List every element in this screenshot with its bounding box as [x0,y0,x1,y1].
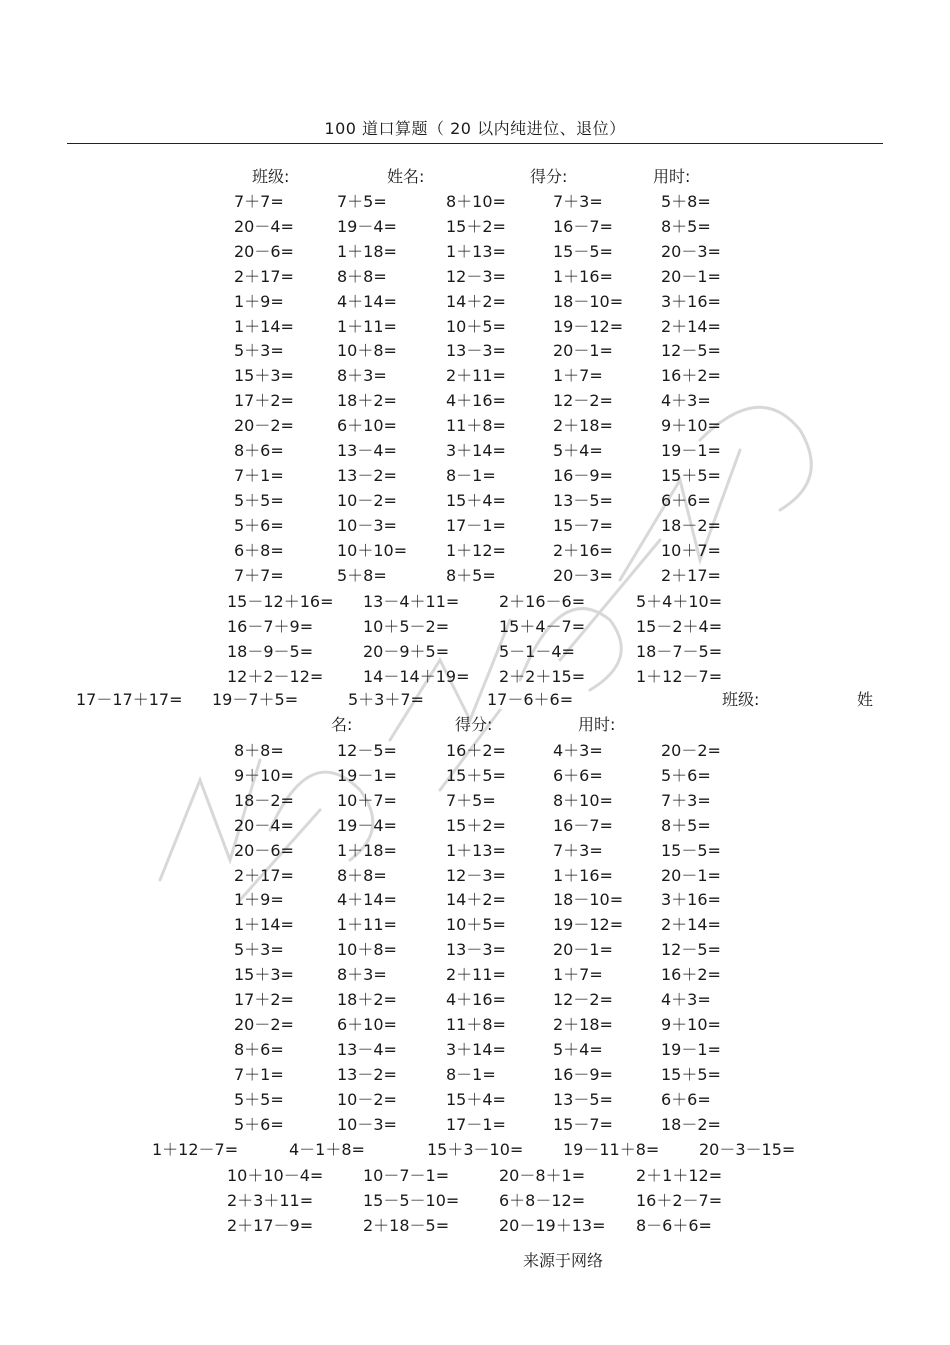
problem: 1＋18= [337,241,397,261]
problem: 4＋3= [553,741,603,760]
problem: 16＋2－7= [636,1190,723,1210]
problem: 6＋10= [337,1014,397,1034]
problem: 20－4= [234,815,294,835]
problem: 19－7＋5= [212,690,299,709]
problem: 17＋2= [234,391,294,411]
problem: 18＋2= [337,990,397,1009]
problem: 20－8＋1= [499,1166,586,1185]
problem: 10＋7= [661,540,721,560]
problem: 10＋10－4= [227,1166,324,1185]
problem: 2＋17= [234,865,294,885]
problem: 4＋16= [446,990,506,1009]
problem: 3＋16= [661,890,721,910]
problem: 4－1＋8= [289,1140,365,1159]
problem: 8－1= [446,1064,496,1084]
problem: 17＋2= [234,990,294,1009]
problem: 2＋17= [661,565,721,585]
problem: 12－3= [446,266,506,286]
problem: 5＋5= [234,490,284,510]
problem: 8＋3= [337,366,387,386]
problem: 9＋10= [661,416,721,436]
problem: 1＋7= [553,965,603,985]
problem: 1＋11= [337,915,397,935]
problem: 8－1= [446,465,496,485]
problem: 10＋8= [337,940,397,960]
problem: 14＋2= [446,890,506,910]
problem: 12－5= [661,940,721,960]
problem: 1＋14= [234,915,294,935]
class-label: 班级: [252,167,290,186]
problem: 10－7－1= [363,1166,450,1185]
problem: 1＋9= [234,890,284,910]
problem: 7＋1= [234,465,284,485]
problem: 13－5= [553,490,613,510]
problem: 8＋8= [337,865,387,885]
problem: 20－3－15= [699,1140,796,1159]
problem: 12－2= [553,990,613,1009]
problem: 2＋16－6= [499,592,586,611]
problem: 13－4＋11= [363,592,460,611]
problem: 4＋3= [661,391,711,411]
problem: 15＋5= [446,765,506,785]
problem: 9＋10= [661,1014,721,1034]
problem: 5＋8= [337,565,387,585]
problem: 20－9＋5= [363,642,450,661]
problem: 19－4= [337,216,397,236]
worksheet-title: 100 道口算题（ 20 以内纯进位、退位） [324,119,626,138]
problem: 12－3= [446,865,506,885]
name-label-start: 姓 [857,690,874,709]
problem: 15－7= [553,1114,613,1134]
problem: 6＋6= [553,765,603,785]
problem: 10－2= [337,1089,397,1109]
problem: 15＋4= [446,490,506,510]
problem: 18－2= [661,515,721,535]
problem: 7＋3= [661,790,711,810]
problem: 16－9= [553,1064,613,1084]
problem: 2＋18－5= [363,1215,450,1235]
problem: 20－2= [234,416,294,436]
problem: 8＋5= [661,216,711,236]
problem: 8＋8= [337,266,387,286]
problem: 15＋3= [234,965,294,985]
problem: 5＋5= [234,1089,284,1109]
problem: 5＋4＋10= [636,592,723,611]
problem: 8＋3= [337,965,387,985]
problem: 2＋11= [446,965,506,985]
problem: 16－7＋9= [227,617,314,636]
problem: 15＋3= [234,366,294,386]
source-footer: 来源于网络 [523,1251,604,1270]
problem: 2＋1＋12= [636,1166,723,1185]
problem: 1＋16= [553,266,613,286]
problem: 12－5= [661,341,721,361]
problem: 13－2= [337,465,397,485]
problem: 1＋14= [234,316,294,336]
problem: 18－7－5= [636,642,723,661]
problem: 2＋18= [553,1014,613,1034]
problem: 1＋9= [234,291,284,311]
problem: 17－1= [446,515,506,535]
problem: 8＋5= [446,565,496,585]
problem: 15＋2= [446,216,506,236]
problem: 13－5= [553,1089,613,1109]
problem: 20－4= [234,216,294,236]
problem: 5＋4= [553,1039,603,1059]
problem: 2＋18= [553,416,613,436]
problem: 18－9－5= [227,642,314,661]
problem: 10＋7= [337,790,397,810]
problem: 20－6= [234,241,294,261]
problem: 16－7= [553,216,613,236]
problem: 19－12= [553,915,624,935]
problem: 20－1= [661,865,721,885]
problem: 15－5= [661,840,721,860]
name-label-end: 名: [331,715,353,734]
problem: 18－10= [553,291,624,311]
problem: 1＋16= [553,865,613,885]
class-label: 班级: [722,690,760,709]
problem: 13－4= [337,1039,397,1059]
problem: 1＋12－7= [152,1140,239,1159]
problem: 6＋8= [234,540,284,560]
problem: 1＋7= [553,366,603,386]
problem: 19－1= [661,1039,721,1059]
problem: 15－12＋16= [227,592,334,611]
problem: 6＋8－12= [499,1190,586,1210]
problem: 20－19＋13= [499,1215,606,1235]
problem: 2＋16= [553,540,613,560]
problem: 15＋4－7= [499,617,586,636]
problem: 20－1= [661,266,721,286]
problem: 1＋12－7= [636,667,723,686]
problem: 2＋17－9= [227,1215,314,1235]
problem: 4＋16= [446,391,506,411]
problem: 2＋3＋11= [227,1190,314,1210]
problem: 16－9= [553,465,613,485]
problem: 15＋2= [446,815,506,835]
problem: 18＋2= [337,391,397,411]
problem: 7＋5= [446,790,496,810]
problem: 18－2= [661,1114,721,1134]
score-label: 得分: [455,715,493,734]
problem: 15＋4= [446,1089,506,1109]
problem: 20－1= [553,341,613,361]
problem: 15＋3－10= [427,1140,524,1159]
problem: 13－4= [337,441,397,460]
problem: 2＋11= [446,366,506,386]
problem: 1＋18= [337,840,397,860]
problem: 11＋8= [446,1014,506,1034]
problem: 3＋16= [661,291,721,311]
problem: 15－7= [553,515,613,535]
problem: 8＋8= [234,741,284,760]
problem: 7＋3= [553,192,603,211]
problem: 10－3= [337,1114,397,1134]
problem: 9＋10= [234,765,294,785]
problem: 8＋10= [553,790,613,810]
name-label: 姓名: [387,167,425,186]
problem: 10＋5－2= [363,617,450,636]
problem: 6＋6= [661,490,711,510]
problem: 7＋7= [234,192,284,211]
problem: 8＋10= [446,192,506,211]
problem: 5＋4= [553,441,603,460]
title-rule [67,143,883,144]
time-label: 用时: [653,167,691,186]
problem: 3＋14= [446,441,506,460]
problem: 2＋14= [661,316,721,336]
problem: 19－12= [553,316,624,336]
problem: 5＋3= [234,341,284,361]
problem: 14＋2= [446,291,506,311]
problem: 20－1= [553,940,613,960]
problem: 6＋10= [337,416,397,436]
problem: 3＋14= [446,1039,506,1059]
problem: 12－5= [337,741,397,760]
problem: 20－3= [553,565,613,585]
problem: 5＋3= [234,940,284,960]
problem: 1＋12= [446,540,506,560]
problem: 15－5－10= [363,1190,460,1210]
problem: 8＋5= [661,815,711,835]
problem: 11＋8= [446,416,506,436]
problem: 2＋2＋15= [499,667,586,686]
problem: 13－3= [446,341,506,361]
problem: 5－1－4= [499,642,575,661]
problem: 8－6＋6= [636,1215,712,1235]
problem: 7＋3= [553,840,603,860]
problem: 10－3= [337,515,397,535]
problem: 2＋14= [661,915,721,935]
problem: 15＋5= [661,465,721,485]
problem: 13－3= [446,940,506,960]
problem: 10－2= [337,490,397,510]
problem: 15＋5= [661,1064,721,1084]
problem: 15－2＋4= [636,617,723,636]
problem: 10＋5= [446,915,506,935]
problem: 16＋2= [661,366,721,386]
score-label: 得分: [530,167,568,186]
problem: 16＋2= [661,965,721,985]
problem: 1＋13= [446,241,506,261]
problem: 1＋13= [446,840,506,860]
problem: 16＋2= [446,741,506,760]
problem: 14－14＋19= [363,667,470,686]
problem: 13－2= [337,1064,397,1084]
problem: 16－7= [553,815,613,835]
problem: 7＋1= [234,1064,284,1084]
problem: 7＋5= [337,192,387,211]
problem: 17－6＋6= [487,690,574,709]
problem: 5＋6= [234,515,284,535]
problem: 20－2= [661,741,721,760]
problem: 19－1= [337,765,397,785]
problem: 15－5= [553,241,613,261]
time-label: 用时: [578,715,616,734]
problem: 19－4= [337,815,397,835]
problem: 10＋8= [337,341,397,361]
problem: 12＋2－12= [227,667,324,686]
problem: 1＋11= [337,316,397,336]
problem: 2＋17= [234,266,294,286]
problem: 12－2= [553,391,613,411]
problem: 5＋6= [234,1114,284,1134]
problem: 8＋6= [234,441,284,460]
problem: 17－17＋17= [76,690,183,709]
problem: 20－6= [234,840,294,860]
problem: 4＋3= [661,990,711,1009]
problem: 10＋10= [337,540,408,560]
problem: 19－1= [661,441,721,460]
problem: 4＋14= [337,890,397,910]
problem: 5＋3＋7= [348,690,424,709]
problem: 5＋8= [661,192,711,211]
problem: 20－3= [661,241,721,261]
problem: 18－10= [553,890,624,910]
problem: 20－2= [234,1014,294,1034]
problem: 6＋6= [661,1089,711,1109]
problem: 19－11＋8= [563,1140,660,1159]
problem: 10＋5= [446,316,506,336]
problem: 5＋6= [661,765,711,785]
problem: 8＋6= [234,1039,284,1059]
problem: 4＋14= [337,291,397,311]
problem: 17－1= [446,1114,506,1134]
problem: 18－2= [234,790,294,810]
problem: 7＋7= [234,565,284,585]
